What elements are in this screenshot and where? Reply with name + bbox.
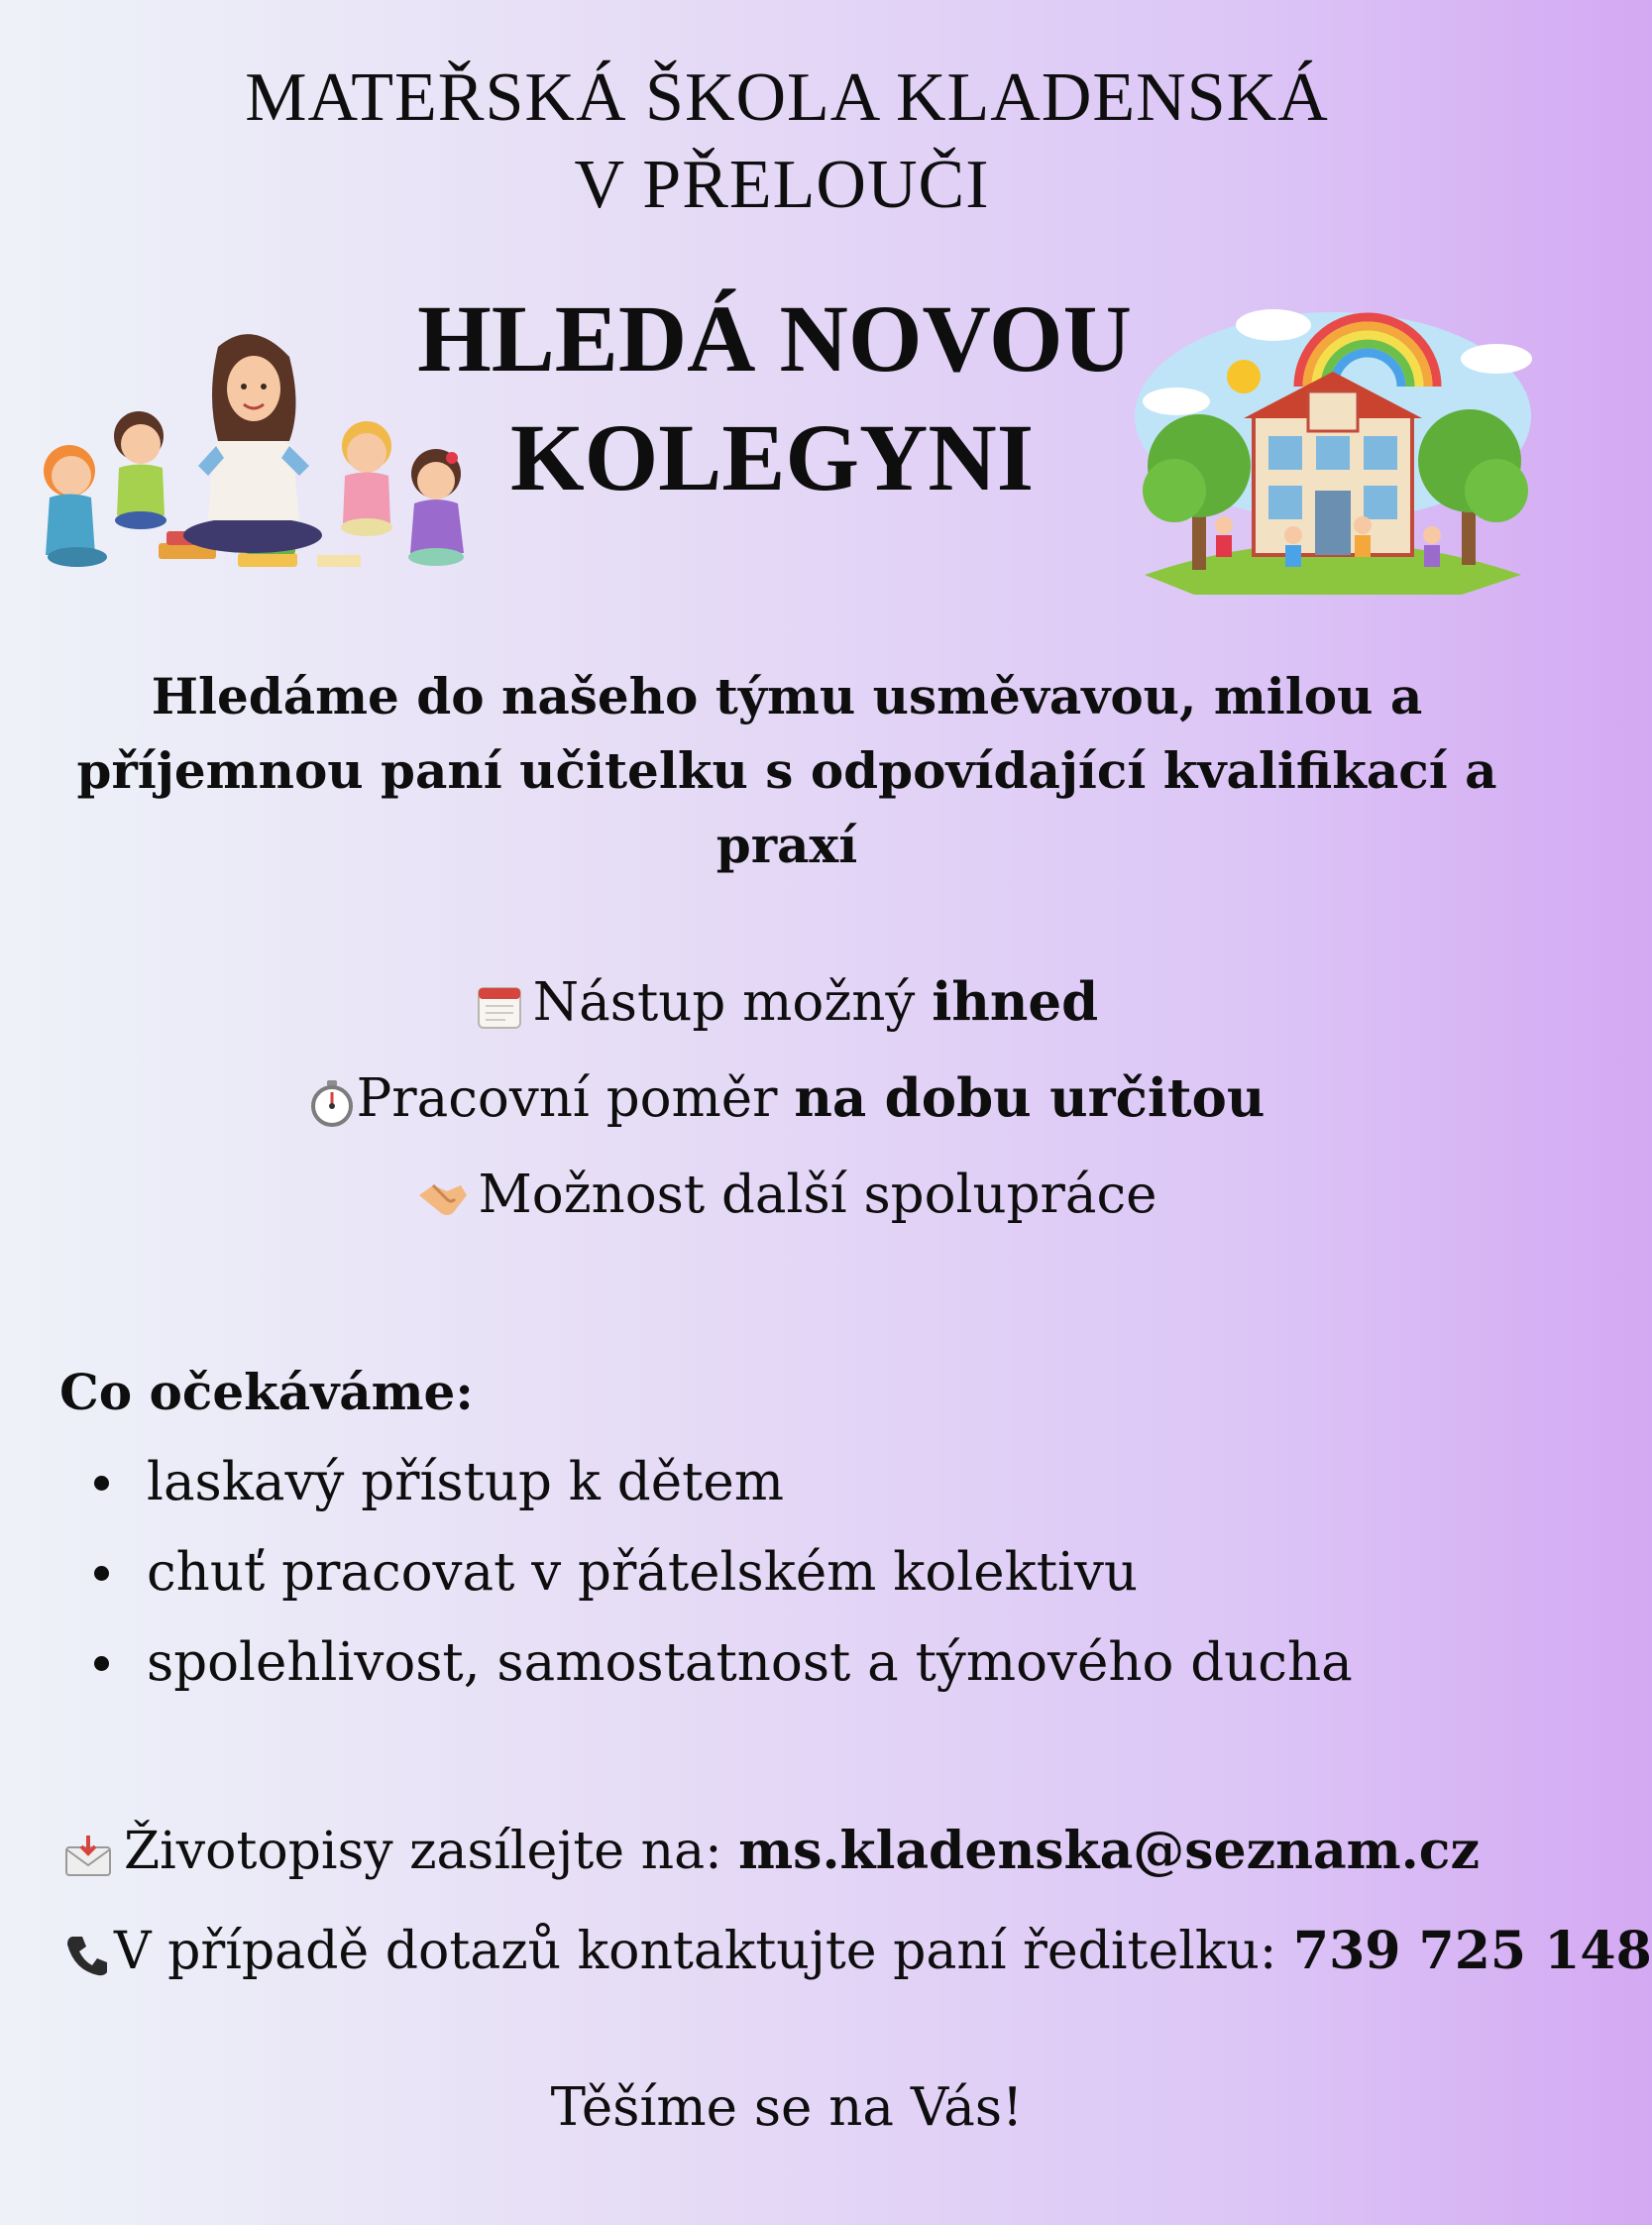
benefit-start-text: Nástup možný [532, 972, 933, 1033]
stopwatch-icon [309, 1078, 355, 1128]
email-row [64, 1812, 1652, 1912]
expectation-item [89, 1535, 1353, 1625]
benefit-item [0, 1156, 1574, 1252]
benefit-item [0, 1059, 1574, 1156]
headline-line2: KOLEGYNI [509, 404, 1035, 510]
benefit-start-bold: ihned [932, 971, 1099, 1033]
school-building-illustration [1105, 297, 1556, 595]
bullet-icon [94, 1566, 109, 1581]
school-name [0, 55, 1574, 229]
school-name-line1: MATEŘSKÁ ŠKOLA KLADENSKÁ [245, 59, 1329, 136]
bullet-icon [94, 1476, 109, 1491]
phone-label: V případě dotazů kontaktujte paní ředitelku: [114, 1922, 1293, 1981]
benefit-cooperation-text: Možnost další spolupráce [478, 1165, 1157, 1225]
handshake-icon [417, 1177, 469, 1221]
benefits-list [0, 963, 1574, 1252]
teacher-children-illustration [30, 317, 486, 575]
benefit-contract-bold: na dobu určitou [794, 1067, 1266, 1129]
expectation-text: spolehlivost, samostatnost a týmového ducha [147, 1632, 1353, 1693]
phone-row [64, 1912, 1652, 2012]
closing-text: Těšíme se na Vás! [550, 2077, 1024, 2138]
expectation-text: laskavý přístup k dětem [147, 1452, 784, 1512]
envelope-icon [64, 1834, 112, 1877]
calendar-icon [476, 982, 523, 1032]
bullet-icon [94, 1656, 109, 1671]
contact-section [64, 1812, 1652, 2012]
email-address: ms.kladenska@seznam.cz [738, 1821, 1480, 1881]
expectations-title: Co očekáváme: [59, 1363, 474, 1421]
benefit-item [0, 963, 1574, 1059]
expectation-item [89, 1445, 1353, 1535]
expectations-list [89, 1445, 1353, 1716]
email-label: Životopisy zasílejte na: [124, 1822, 739, 1881]
phone-number: 739 725 148 [1292, 1921, 1652, 1981]
expectation-item [89, 1625, 1353, 1716]
intro-text: Hledáme do našeho týmu usměvavou, milou a příjemnou paní učitelku s odpovídající kvalifikací a praxí [76, 667, 1497, 874]
expectation-text: chuť pracovat v přátelském kolektivu [147, 1542, 1139, 1603]
phone-icon [64, 1933, 110, 1978]
benefit-contract-text: Pracovní poměr [356, 1068, 795, 1129]
school-name-line2: V PŘELOUČI [574, 147, 990, 223]
headline-line1: HLEDÁ NOVOU [417, 285, 1132, 391]
